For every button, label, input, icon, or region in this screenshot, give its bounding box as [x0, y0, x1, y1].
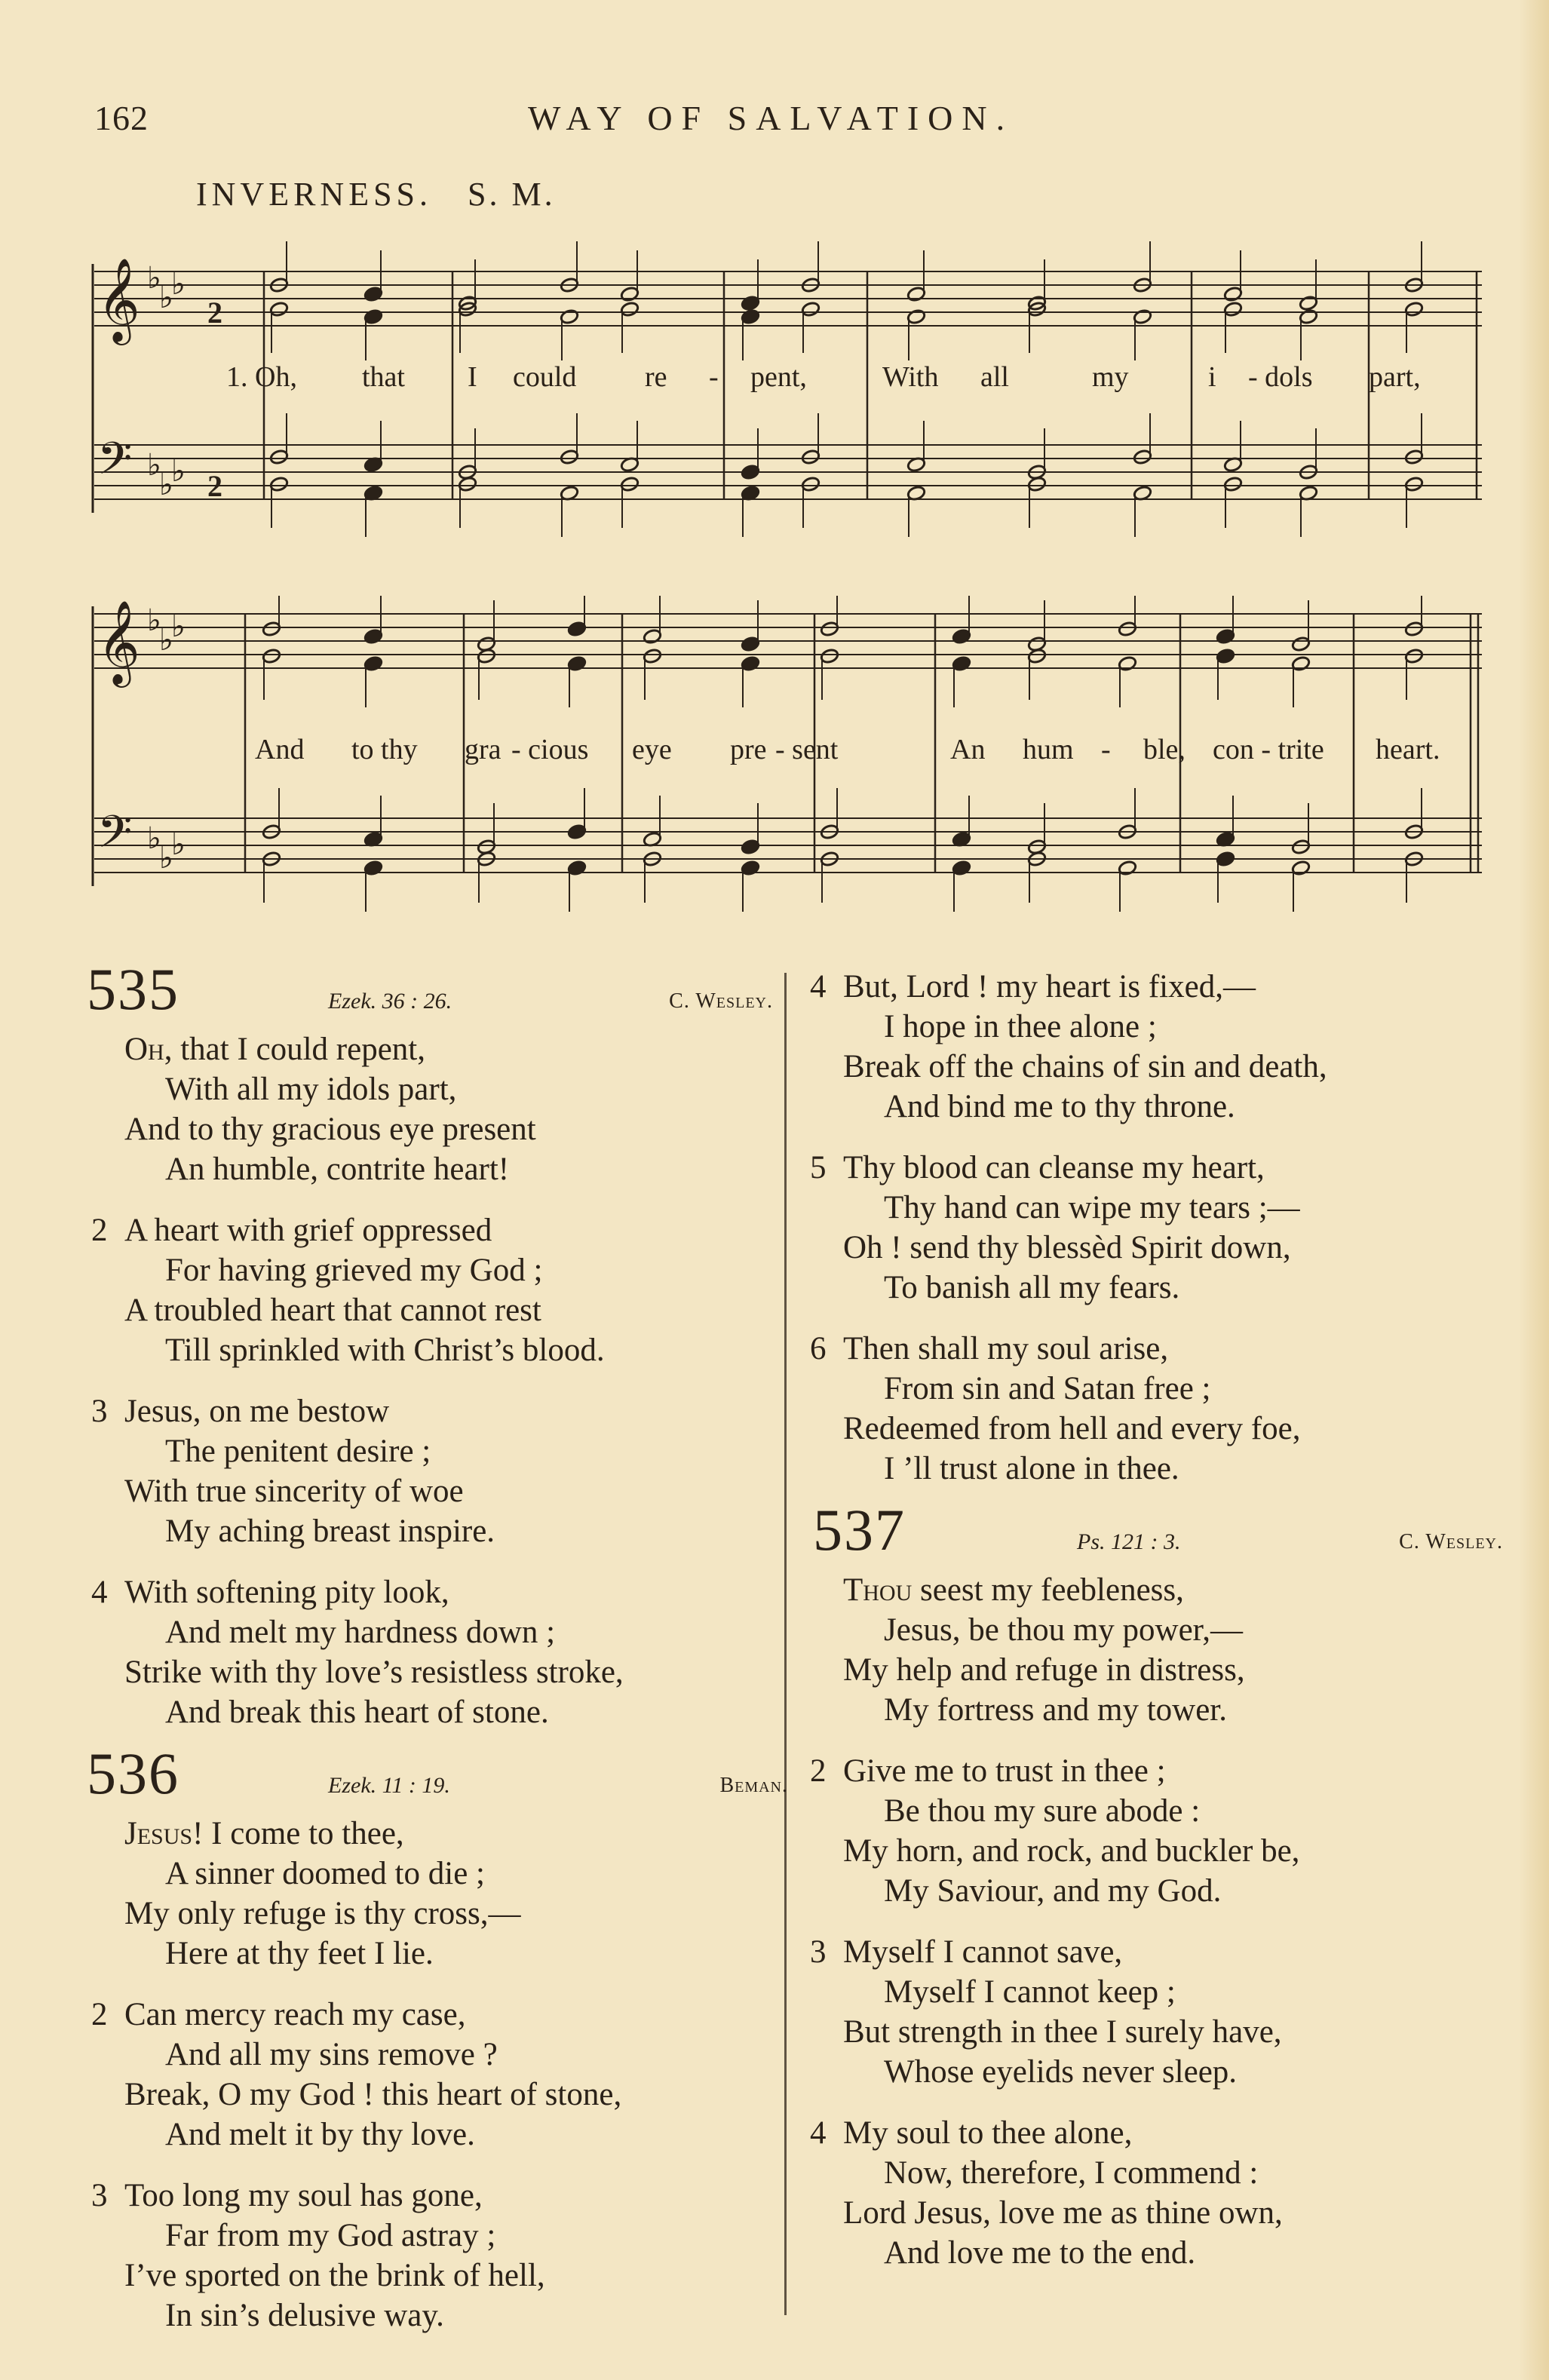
lyric-syllable: And — [255, 734, 305, 765]
verse-line: In sin’s delusive way. — [165, 2298, 444, 2333]
stanza — [124, 1814, 773, 1974]
verse-line: An humble, contrite heart! — [165, 1152, 510, 1187]
lyric-syllable: my — [1092, 361, 1129, 393]
hymn-number: 537 — [813, 1497, 906, 1563]
opening-word: Thou — [843, 1572, 913, 1608]
verse-line — [124, 1814, 773, 1854]
stanza-number: 6 — [810, 1331, 827, 1366]
flat-sign: ♭ — [159, 281, 173, 315]
lyric-syllable: all — [980, 361, 1009, 393]
flat-sign: ♭ — [159, 468, 173, 502]
verse-line: Jesus, be thou my power,— — [884, 1612, 1244, 1648]
verse-line: But strength in thee I surely have, — [843, 2014, 1282, 2050]
tune-name: INVERNESS. — [196, 176, 433, 213]
verse-line: And break this heart of stone. — [165, 1695, 549, 1730]
stanza — [810, 967, 1480, 1127]
hymn-author: C. Wesley. — [669, 989, 773, 1013]
stanza — [810, 2113, 1480, 2273]
stanza — [843, 1570, 1480, 1730]
verse-line: Now, therefore, I commend : — [884, 2155, 1259, 2191]
tune-title — [196, 175, 556, 213]
bass-clef: 𝄢 — [97, 432, 133, 495]
lyric-syllable: i — [1208, 361, 1216, 393]
verse-line: But, Lord ! my heart is fixed,— — [843, 969, 1256, 1004]
verse-line: To banish all my fears. — [884, 1270, 1180, 1305]
stanza — [810, 1148, 1480, 1308]
verse-line — [843, 1570, 1480, 1610]
stanza — [810, 1329, 1480, 1489]
lyric-syllable: to thy — [351, 734, 418, 765]
time-signature: 2 — [207, 296, 222, 330]
verse-line: The penitent desire ; — [165, 1434, 431, 1469]
verse-line-text: I come to thee, — [203, 1816, 404, 1851]
verse-line: My horn, and rock, and buckler be, — [843, 1833, 1300, 1869]
lyric-syllable: re — [645, 361, 667, 393]
verse-line: With true sincerity of woe — [124, 1474, 464, 1509]
stanza — [91, 2176, 773, 2336]
verse-line: And love me to the end. — [884, 2235, 1196, 2271]
verse-line: My only refuge is thy cross,— — [124, 1896, 521, 1931]
verse-line: Far from my God astray ; — [165, 2218, 496, 2253]
treble-clef: 𝄞 — [97, 600, 140, 684]
flat-sign: ♭ — [147, 448, 161, 483]
verse-line: And melt my hardness down ; — [165, 1615, 556, 1650]
flat-sign: ♭ — [159, 623, 173, 658]
lyric-syllable: ble, — [1143, 734, 1186, 765]
verse-line: With all my idols part, — [165, 1072, 457, 1107]
verse-line: Can mercy reach my case, — [124, 1997, 466, 2032]
stanza — [810, 1751, 1480, 1911]
lyric-syllable: - — [1101, 734, 1111, 765]
treble-clef: 𝄞 — [97, 257, 140, 342]
flat-sign: ♭ — [147, 603, 161, 638]
stanza-number: 3 — [91, 2178, 108, 2213]
lyric-syllable: pre — [730, 734, 767, 765]
scripture-reference: Ezek. 36 : 26. — [328, 989, 452, 1014]
stanza-number: 2 — [91, 1213, 108, 1248]
stanza-number: 5 — [810, 1150, 827, 1185]
flat-sign: ♭ — [147, 821, 161, 856]
tune-meter: S. M. — [468, 176, 556, 213]
flat-sign: ♭ — [171, 267, 186, 302]
page-number: 162 — [94, 99, 149, 137]
lyric-syllable: could — [513, 361, 577, 393]
lyric-syllable: With — [882, 361, 939, 393]
hymn-author: Beman. — [719, 1774, 788, 1797]
lyric-syllable: - cious — [511, 734, 589, 765]
verse-line-text: seest my feebleness, — [912, 1572, 1184, 1608]
stanza-number: 3 — [810, 1934, 827, 1970]
bass-clef: 𝄢 — [97, 805, 133, 869]
verse-line: For having grieved my God ; — [165, 1253, 543, 1288]
verse-line: My aching breast inspire. — [165, 1514, 495, 1549]
lyric-syllable: part, — [1369, 361, 1421, 393]
scripture-reference: Ezek. 11 : 19. — [328, 1773, 450, 1798]
verse-line: From sin and Satan free ; — [884, 1371, 1211, 1406]
verse-line: I ’ll trust alone in thee. — [884, 1451, 1179, 1486]
hymn-header — [813, 1497, 1503, 1570]
opening-word: Jesus! — [124, 1816, 204, 1851]
verse-line: Redeemed from hell and every foe, — [843, 1411, 1301, 1446]
lyric-syllable: con - trite — [1213, 734, 1324, 765]
lyric-syllable: gra — [465, 734, 502, 765]
hymn-author: C. Wesley. — [1399, 1530, 1503, 1553]
flat-sign: ♭ — [171, 454, 186, 489]
verse-line: And bind me to thy throne. — [884, 1089, 1235, 1124]
time-signature: 2 — [207, 469, 222, 503]
lyric-syllable: heart. — [1376, 734, 1440, 765]
verse-line: A heart with grief oppressed — [124, 1213, 492, 1248]
hymn-537 — [810, 1497, 1503, 2273]
lyric-syllable: 1. Oh, — [226, 361, 297, 393]
stanza — [91, 1572, 773, 1732]
hymn-column-left — [87, 956, 788, 2357]
verse-line: My soul to thee alone, — [843, 2115, 1133, 2151]
lyric-syllable: pent, — [750, 361, 807, 393]
stanza-number: 4 — [810, 2115, 827, 2151]
stanza-number: 2 — [91, 1997, 108, 2032]
hymn-column-right — [810, 967, 1503, 2294]
stanza — [91, 1995, 773, 2155]
hymn-536 — [87, 1741, 788, 2336]
opening-word: Oh, — [124, 1032, 173, 1067]
hymn-535 — [87, 956, 773, 1732]
stanza-number: 2 — [810, 1753, 827, 1789]
flat-sign: ♭ — [159, 841, 173, 876]
verse-line: Break off the chains of sin and death, — [843, 1049, 1327, 1084]
running-title: WAY OF SALVATION. — [528, 99, 1014, 137]
verse-line: And to thy gracious eye present — [124, 1112, 536, 1147]
verse-line: Thy blood can cleanse my heart, — [843, 1150, 1265, 1185]
stanza — [810, 1932, 1480, 2092]
verse-line: My help and refuge in distress, — [843, 1652, 1245, 1688]
flat-sign: ♭ — [171, 827, 186, 862]
verse-line: Be thou my sure abode : — [884, 1793, 1201, 1829]
verse-line: My fortress and my tower. — [884, 1692, 1228, 1728]
stanza-number: 3 — [91, 1394, 108, 1429]
stanza — [91, 1391, 773, 1551]
lyric-syllable: that — [362, 361, 405, 393]
verse-line: A troubled heart that cannot rest — [124, 1293, 541, 1328]
verse-line: Myself I cannot keep ; — [884, 1974, 1176, 2010]
stanza-number: 4 — [91, 1575, 108, 1610]
verse-line: Myself I cannot save, — [843, 1934, 1123, 1970]
lyric-syllable: - — [709, 361, 719, 393]
flat-sign: ♭ — [147, 261, 161, 296]
stanza-number: 4 — [810, 969, 827, 1004]
lyrics-row-1 — [226, 360, 1463, 397]
verse-line: Thy hand can wipe my tears ;— — [884, 1190, 1300, 1225]
stanza — [124, 1029, 773, 1189]
verse-line — [124, 1029, 773, 1069]
lyric-syllable: - dols — [1248, 361, 1313, 393]
flat-sign: ♭ — [171, 609, 186, 644]
verse-line: Till sprinkled with Christ’s blood. — [165, 1333, 605, 1368]
verse-line: With softening pity look, — [124, 1575, 449, 1610]
stanza — [91, 1210, 773, 1370]
hymn-number: 535 — [87, 956, 179, 1022]
hymn-header — [87, 956, 773, 1029]
verse-line: And melt it by thy love. — [165, 2117, 475, 2152]
verse-line: Too long my soul has gone, — [124, 2178, 483, 2213]
verse-line: Give me to trust in thee ; — [843, 1753, 1166, 1789]
verse-line: A sinner doomed to die ; — [165, 1856, 485, 1891]
lyric-syllable: I — [468, 361, 477, 393]
verse-line: Then shall my soul arise, — [843, 1331, 1169, 1366]
page-edge — [1519, 0, 1549, 2380]
lyric-syllable: eye — [632, 734, 672, 765]
verse-line: Break, O my God ! this heart of stone, — [124, 2077, 622, 2112]
lyric-syllable: - sent — [775, 734, 839, 765]
verse-line: My Saviour, and my God. — [884, 1873, 1222, 1909]
verse-line: Whose eyelids never sleep. — [884, 2054, 1238, 2090]
verse-line: Oh ! send thy blessèd Spirit down, — [843, 1230, 1291, 1265]
lyrics-row-2 — [255, 733, 1462, 769]
hymn-number: 536 — [87, 1741, 179, 1806]
verse-line: Here at thy feet I lie. — [165, 1936, 434, 1971]
verse-line: Strike with thy love’s resistless stroke, — [124, 1655, 624, 1690]
lyric-syllable: An — [950, 734, 986, 765]
verse-line: And all my sins remove ? — [165, 2037, 498, 2072]
column-divider — [784, 973, 787, 2315]
scripture-reference: Ps. 121 : 3. — [1077, 1529, 1181, 1554]
hymn-536-continued — [810, 967, 1480, 1489]
verse-line: I hope in thee alone ; — [884, 1009, 1157, 1044]
verse-line-text: that I could repent, — [172, 1032, 425, 1067]
verse-line: I’ve sported on the brink of hell, — [124, 2258, 545, 2293]
running-head — [94, 98, 1482, 158]
hymn-header — [87, 1741, 788, 1814]
verse-line: Lord Jesus, love me as thine own, — [843, 2195, 1283, 2231]
verse-line: Jesus, on me bestow — [124, 1394, 390, 1429]
lyric-syllable: hum — [1023, 734, 1074, 765]
